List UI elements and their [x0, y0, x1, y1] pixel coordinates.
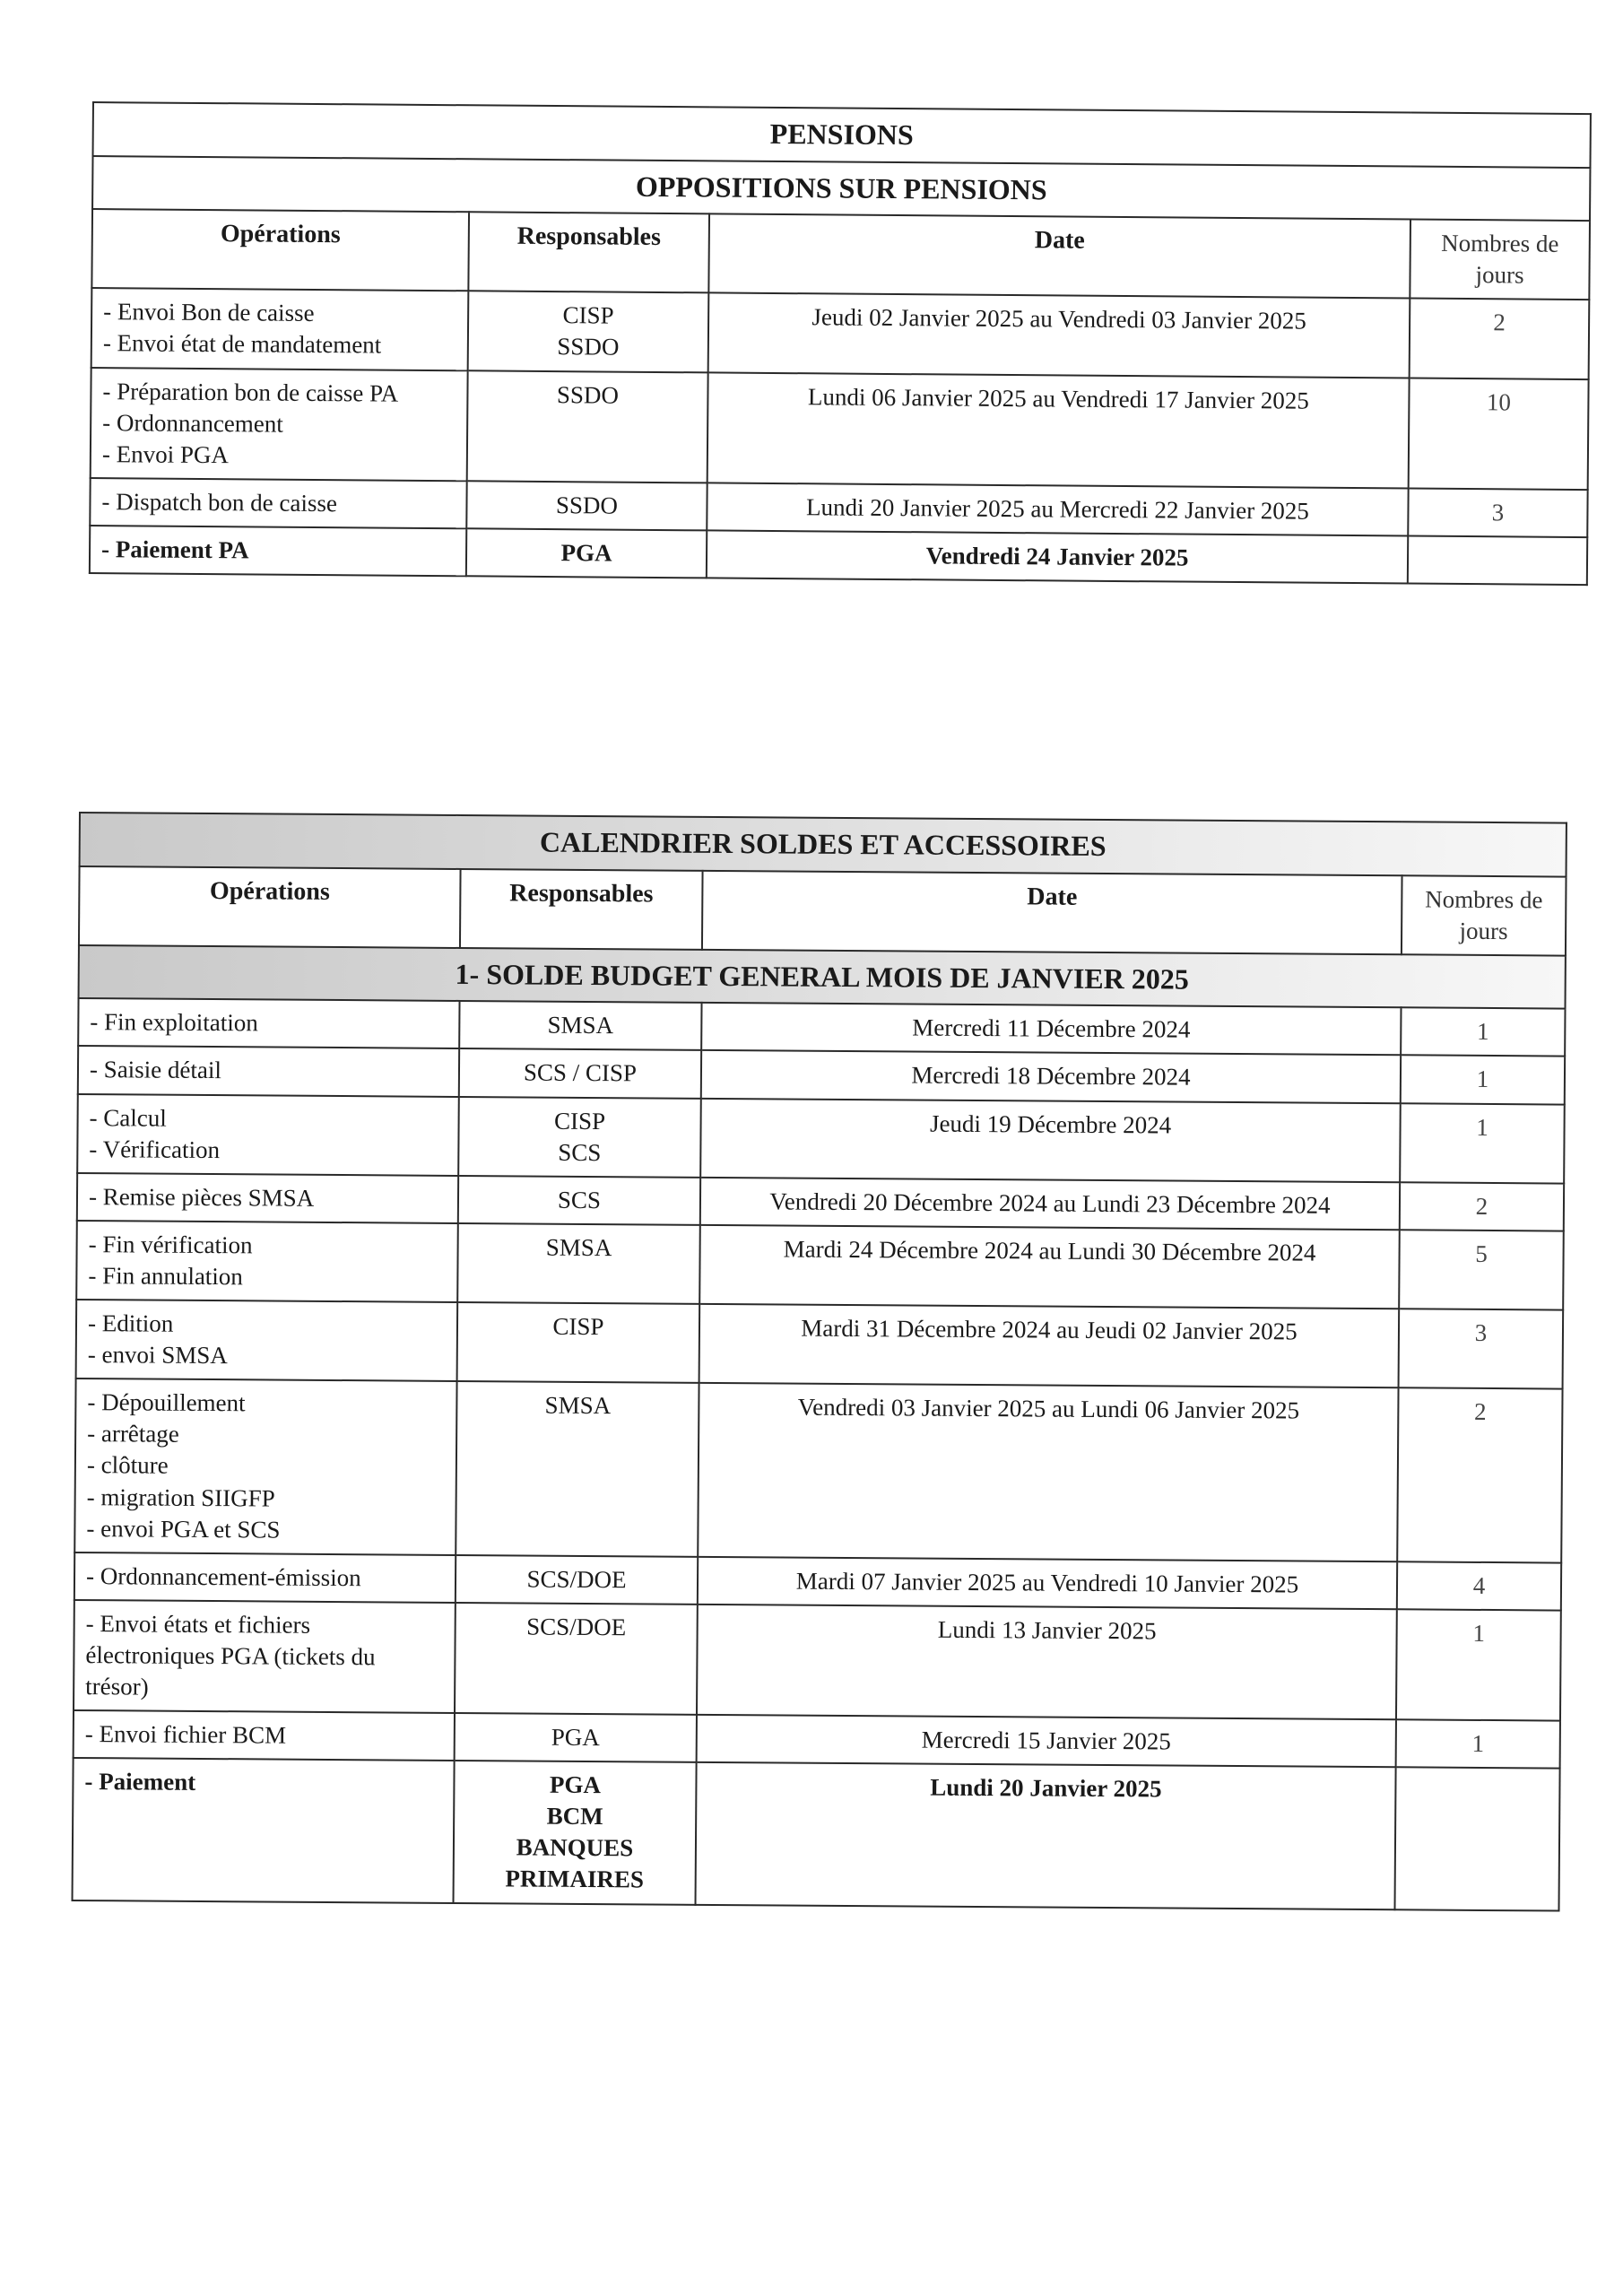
date-cell: Vendredi 20 Décembre 2024 au Lundi 23 Décembre 2024	[700, 1178, 1400, 1231]
responsable-cell	[458, 1176, 700, 1225]
header-operations: Opérations	[91, 209, 469, 291]
responsable-item: BANQUES	[516, 1833, 634, 1862]
date-cell: Vendredi 24 Janvier 2025	[707, 530, 1408, 583]
table-row	[73, 1758, 1560, 1910]
responsable-item: SMSA	[547, 1012, 614, 1039]
days-cell: 2	[1410, 299, 1590, 379]
responsable-item: PGA	[549, 1770, 602, 1799]
responsable-cell	[458, 1097, 701, 1178]
responsable-cell	[455, 1713, 697, 1762]
days-cell: 1	[1400, 1103, 1565, 1183]
operation-item: - Fin vérification	[88, 1230, 253, 1259]
responsable-cell	[454, 1761, 697, 1904]
operation-item: - envoi PGA et SCS	[86, 1514, 281, 1544]
responsable-item: SCS	[558, 1138, 602, 1166]
operation-item: - Envoi état de mandatement	[102, 329, 382, 360]
operation-cell	[77, 1094, 459, 1176]
days-cell: 10	[1409, 378, 1589, 490]
days-cell: 1	[1396, 1719, 1560, 1768]
responsable-cell	[457, 1223, 700, 1304]
days-cell: 2	[1400, 1182, 1564, 1231]
responsable-item: PGA	[551, 1723, 600, 1752]
date-cell: Lundi 20 Janvier 2025	[696, 1762, 1396, 1909]
operation-cell	[74, 1552, 456, 1603]
table-row	[77, 1094, 1565, 1184]
days-cell: 3	[1399, 1309, 1564, 1388]
pensions-subtitle: OPPOSITIONS SUR PENSIONS	[92, 156, 1590, 222]
days-cell: 5	[1399, 1230, 1564, 1309]
responsable-item: SCS	[557, 1186, 602, 1213]
operation-item: - Fin annulation	[88, 1262, 243, 1291]
operation-item: - Fin exploitation	[90, 1008, 258, 1037]
responsable-cell	[466, 528, 707, 578]
days-cell: 3	[1408, 488, 1587, 537]
operation-item: - Envoi Bon de caisse	[103, 298, 315, 327]
responsable-item: SCS/DOE	[526, 1565, 627, 1593]
operation-item: - Ordonnancement-émission	[85, 1561, 361, 1591]
days-cell: 2	[1397, 1388, 1562, 1563]
operation-cell	[90, 526, 466, 576]
header-date: Date	[708, 214, 1410, 299]
section-title: 1- SOLDE BUDGET GENERAL MOIS DE JANVIER 2025	[79, 945, 1566, 1009]
soldes-table	[72, 812, 1567, 1911]
table-row	[76, 1221, 1564, 1310]
operation-item: - Dispatch bon de caisse	[101, 487, 338, 517]
responsable-item: SSDO	[557, 333, 620, 361]
operation-cell	[74, 1710, 455, 1761]
operation-item: - Ordonnancement	[102, 408, 283, 438]
responsable-item: PGA	[560, 539, 612, 567]
responsable-cell	[459, 1001, 701, 1050]
soldes-title: CALENDRIER SOLDES ET ACCESSOIRES	[80, 813, 1567, 876]
operation-cell	[78, 998, 459, 1048]
operation-cell	[73, 1758, 455, 1902]
table-row	[76, 1300, 1564, 1389]
header-responsables: Responsables	[468, 212, 709, 292]
date-cell: Jeudi 02 Janvier 2025 au Vendredi 03 Janvier 2025	[708, 293, 1410, 378]
days-cell	[1394, 1767, 1559, 1910]
responsable-item: SCS/DOE	[526, 1613, 627, 1641]
operation-item: - Vérification	[89, 1135, 221, 1163]
date-cell: Lundi 20 Janvier 2025 au Mercredi 22 Janvier 2025	[707, 483, 1408, 535]
date-cell: Mercredi 11 Décembre 2024	[701, 1003, 1401, 1056]
days-cell	[1408, 535, 1587, 585]
days-cell: 4	[1397, 1561, 1561, 1610]
operation-item: - Dépouillement	[87, 1388, 246, 1417]
operation-item: - Envoi PGA	[101, 439, 230, 468]
date-cell: Mercredi 18 Décembre 2024	[701, 1050, 1401, 1103]
date-cell: Mardi 24 Décembre 2024 au Lundi 30 Décembre 2024	[699, 1225, 1400, 1309]
date-cell: Lundi 06 Janvier 2025 au Vendredi 17 Janvier 2025	[707, 372, 1410, 488]
operation-item: - arrêtage	[87, 1420, 179, 1448]
responsable-cell	[457, 1302, 700, 1383]
responsable-item: BCM	[546, 1802, 603, 1831]
responsable-item: PRIMAIRES	[505, 1865, 645, 1893]
responsable-item: SSDO	[555, 491, 619, 519]
pensions-table	[89, 101, 1592, 586]
operation-item: - envoi SMSA	[87, 1341, 228, 1370]
header-responsables: Responsables	[460, 869, 703, 950]
operation-item: - Envoi fichier BCM	[84, 1720, 287, 1749]
responsable-item: SMSA	[545, 1233, 612, 1262]
responsable-cell	[456, 1381, 699, 1556]
operation-cell	[77, 1173, 458, 1223]
date-cell: Mardi 31 Décembre 2024 au Jeudi 02 Janvier 2025	[699, 1304, 1400, 1388]
responsable-item: CISP	[553, 1107, 606, 1135]
operation-item: - Saisie détail	[89, 1056, 222, 1084]
responsable-cell	[459, 1048, 701, 1098]
operation-item: - Paiement PA	[100, 535, 249, 564]
date-cell: Mardi 07 Janvier 2025 au Vendredi 10 Janvier 2025	[698, 1557, 1397, 1610]
operation-item: - Paiement	[84, 1768, 196, 1796]
table-row	[74, 1378, 1562, 1562]
table-row	[74, 1600, 1561, 1721]
operation-cell	[91, 368, 468, 482]
table-row	[91, 368, 1589, 490]
operation-cell	[90, 478, 466, 528]
operation-item: - migration SIIGFP	[86, 1483, 275, 1512]
operation-cell	[76, 1300, 458, 1381]
responsable-item: CISP	[552, 1312, 604, 1341]
date-cell: Vendredi 03 Janvier 2025 au Lundi 06 Janvier 2025	[698, 1383, 1398, 1561]
days-cell: 1	[1401, 1008, 1565, 1057]
operation-item: - Calcul	[89, 1103, 167, 1132]
header-operations: Opérations	[79, 866, 461, 948]
responsable-cell	[455, 1603, 698, 1715]
operation-item: - Edition	[87, 1309, 174, 1337]
responsable-cell	[468, 291, 709, 372]
operation-item: - Envoi états et fichiers électroniques PGA (tickets du trésor)	[85, 1609, 376, 1700]
date-cell: Lundi 13 Janvier 2025	[697, 1605, 1397, 1720]
soldes-rows	[73, 998, 1566, 1910]
days-cell: 1	[1396, 1609, 1561, 1721]
header-jours: Nombres de jours	[1402, 875, 1567, 955]
operation-cell	[74, 1378, 456, 1554]
operation-cell	[76, 1221, 458, 1302]
responsable-cell	[456, 1555, 698, 1605]
header-jours: Nombres de jours	[1410, 220, 1590, 300]
days-cell: 1	[1401, 1056, 1565, 1104]
operation-item: - Préparation bon de caisse PA	[102, 377, 399, 407]
responsable-item: CISP	[562, 301, 614, 329]
operation-item: - Remise pièces SMSA	[88, 1182, 315, 1212]
responsable-item: SMSA	[544, 1391, 612, 1420]
responsable-item: SSDO	[556, 380, 620, 409]
operation-cell	[74, 1600, 456, 1713]
date-cell: Jeudi 19 Décembre 2024	[700, 1098, 1401, 1182]
responsable-item: SCS / CISP	[523, 1058, 638, 1087]
responsable-cell	[467, 370, 708, 483]
pensions-title: PENSIONS	[93, 102, 1591, 168]
operation-item: - clôture	[86, 1451, 169, 1480]
operation-cell	[91, 288, 469, 370]
pensions-rows	[90, 288, 1589, 585]
header-date: Date	[702, 870, 1402, 954]
date-cell: Mercredi 15 Janvier 2025	[697, 1715, 1396, 1768]
table-row	[91, 288, 1590, 378]
responsable-cell	[466, 481, 707, 530]
operation-cell	[78, 1046, 459, 1096]
